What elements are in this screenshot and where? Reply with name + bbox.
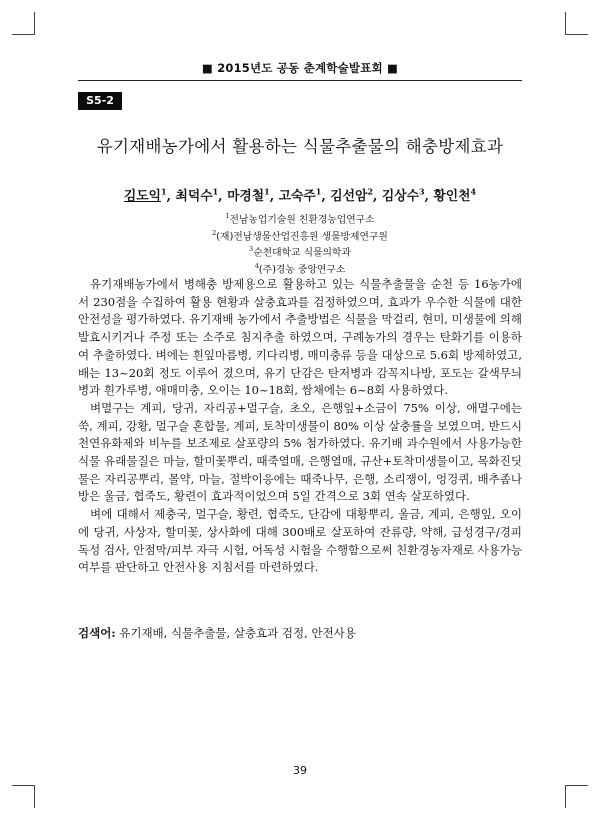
author bbox=[227, 186, 270, 204]
abstract-paragraph: 벼멸구는 계피, 당귀, 자리공+멀구슬, 초오, 은행잎+소금이 75% 이상, 애멸구에는 쑥, 계피, 강황, 멀구슬 혼합물, 계피, 토착미생물이 80% 이상 살충률을 보였으며, 반드시 천연유화제와 비누를 보조제로 살포량의 5% 첨가하였다. 유기배 과수원에서 사용가능한 식물 유래물질은 마늘, 할미꽃뿌리, 때죽열매, 은행열매, 규산+토착미생물이고, 목화진딧물은 자리공뿌리, 몰약, 마늘, 절박이응에는 때죽나무, 은행, 소리쟁이, 엉겅퀴, 배추좀나방은 울금, 협죽도, 황련이 효과적이었으며 5일 간격으로 3회 연속 살포하였다. bbox=[78, 400, 522, 504]
author-name: 김선암 bbox=[330, 189, 368, 204]
affiliation-line bbox=[100, 227, 500, 244]
author-name: 고숙주 bbox=[278, 189, 316, 204]
author-affiliation-mark: 1 bbox=[264, 186, 270, 197]
author bbox=[175, 186, 219, 204]
author bbox=[381, 186, 425, 204]
affiliation-line bbox=[100, 243, 500, 260]
affiliation-line bbox=[100, 260, 500, 277]
affiliation-mark: 2 bbox=[212, 228, 217, 237]
affiliation-text: 순천대학교 식물의학과 bbox=[253, 247, 351, 259]
author-affiliation-mark: 1 bbox=[160, 186, 167, 197]
page-number: 39 bbox=[293, 764, 307, 777]
running-header: ■ 2015년도 공동 춘계학술발표회 ■ bbox=[201, 61, 399, 75]
author bbox=[278, 186, 322, 204]
author-affiliation-mark: 2 bbox=[367, 186, 373, 197]
author-name: 황인천 bbox=[433, 189, 471, 204]
abstract-paragraph: 벼에 대해서 제충국, 멀구슬, 황련, 협죽도, 단감에 대황뿌리, 울금, 계피, 은행잎, 오이에 당귀, 사상자, 할미꽃, 상사화에 대해 300배로 살포하여 잔류량, 약해, 급성경구/경피 독성 검사, 안점막/피부 자극 시험, 어독성 시험을 수행함으로써 친환경농자재로 사용가능여부를 판단하고 안전사용 지침서를 마련하였다. bbox=[78, 507, 523, 575]
crop-mark-top-right bbox=[565, 12, 588, 35]
author-name: 최덕수 bbox=[175, 189, 213, 204]
affiliation-text: 전남농업기술원 친환경농업연구소 bbox=[229, 214, 375, 226]
author-name: 김도익 bbox=[123, 189, 161, 204]
abstract-paragraph: 유기재배농가에서 병해충 방제용으로 활용하고 있는 식물추출물을 순천 등 16농가에서 230점을 수집하여 활용 현황과 살충효과를 검정하였으며, 효과가 우수한 식물에 대한 안전성을 평가하였다. 유기재배 농가에서 추출방법은 식물을 막걸리, 현미, 미생물에 의해 발효시키거나 주정 또는 소주로 침지추출 하였으며, 구례농가의 경우는 탄화기를 이용하여 추출하였다. 벼에는 흰잎마름병, 키다리병, 매미충류 등을 대상으로 5.6회 방제하였고, 배는 13~20회 정도 이루어 졌으며, 유기 단감은 탄저병과 감꼭지나방, 포도는 갈색무늬병과 흰가루병, 애매미충, 오이는 10~18회, 쌈채에는 6~8회 사용하였다. bbox=[78, 277, 522, 398]
header-divider bbox=[78, 80, 522, 81]
crop-mark-bottom-left bbox=[12, 785, 35, 808]
crop-mark-top-left bbox=[12, 12, 35, 35]
affiliation-text: (재)전남생물산업진흥원 생물방제연구원 bbox=[216, 230, 388, 242]
keywords-text: 유기재배, 식물추출물, 살충효과 검정, 안전사용 bbox=[119, 626, 356, 640]
keywords-label: 검색어: bbox=[78, 626, 116, 640]
crop-mark-bottom-right bbox=[565, 785, 588, 808]
author-affiliation-mark: 3 bbox=[418, 186, 425, 197]
affiliation-mark: 3 bbox=[249, 245, 254, 254]
affiliation-mark: 1 bbox=[225, 212, 230, 220]
author-name: 김상수 bbox=[381, 189, 419, 204]
author-affiliation-mark: 4 bbox=[470, 186, 477, 197]
abstract bbox=[78, 276, 522, 577]
paper-title: 유기재배농가에서 활용하는 식물추출물의 해충방제효과 bbox=[96, 137, 504, 156]
affiliation-list bbox=[100, 210, 500, 276]
affiliation-mark: 4 bbox=[254, 261, 259, 270]
author-list: 김도익$^1$, 최덕수$^1$, 마경철$^1$, 고숙주$^1$, 김선암$^2$, 김상수$^3$, 황인천$^4$ bbox=[123, 186, 477, 204]
author bbox=[433, 186, 477, 204]
author-affiliation-mark: 1 bbox=[212, 186, 219, 197]
session-label: S5-2 bbox=[78, 92, 122, 110]
author-name: 마경철 bbox=[227, 189, 265, 204]
author bbox=[123, 186, 167, 204]
affiliation-line bbox=[100, 210, 500, 227]
affiliation-text: (주)경농 중앙연구소 bbox=[258, 263, 346, 275]
author-affiliation-mark: 1 bbox=[315, 186, 322, 197]
author bbox=[330, 186, 373, 204]
keywords bbox=[78, 625, 522, 642]
